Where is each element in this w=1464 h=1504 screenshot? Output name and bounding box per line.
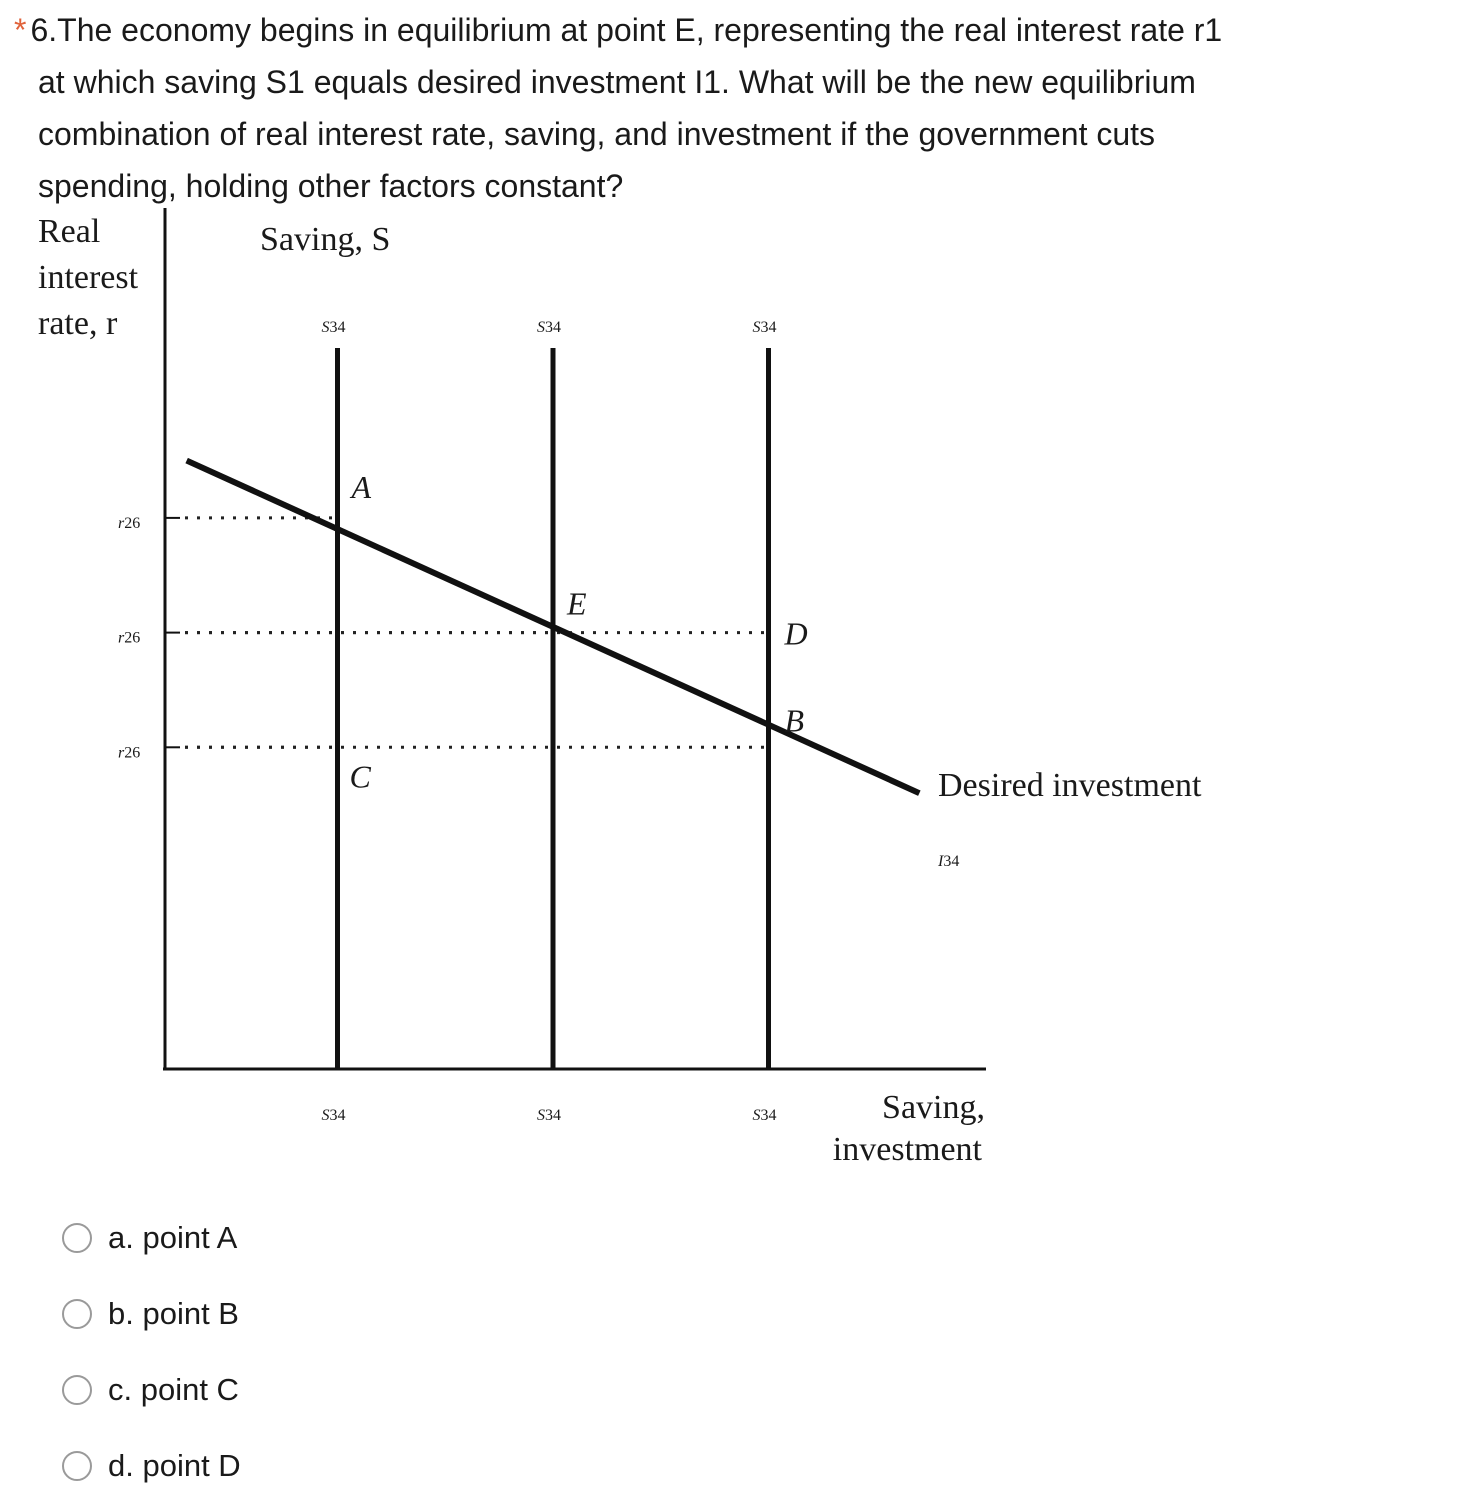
undefined: r26 [118,744,141,762]
option-d[interactable] [62,1428,241,1504]
question-line-1: * 6.The economy begins in equilibrium at point E, representing the real interest rate r1 [14,12,1223,48]
option-b[interactable] [62,1276,241,1352]
answer-options [62,1200,241,1504]
undefined: S34 [752,319,777,336]
option-c-label: c. point C [108,1372,239,1407]
undefined: S34 [321,319,346,336]
radio-button-icon[interactable] [62,1223,92,1253]
question-line-4: spending, holding other factors constant? [38,168,624,204]
point-label-B: B [784,702,805,739]
radio-button-icon[interactable] [62,1299,92,1329]
undefined: S34 [752,1107,777,1124]
option-c[interactable] [62,1352,241,1428]
point-label-A: A [351,468,372,505]
point-label-C: C [349,758,371,795]
point-label-D: D [784,615,808,652]
x-axis-title-line-1: Saving, [882,1089,985,1126]
y-axis-title-line-1: Real [38,213,101,250]
question-line-2: at which saving S1 equals desired investment I1. What will be the new equilibrium [38,64,1196,100]
undefined: r26 [118,514,141,532]
x-axis-title-line-2: investment [832,1131,982,1168]
required-star: * [14,12,27,48]
question-line-3: combination of real interest rate, saving, and investment if the government cuts [38,116,1156,152]
undefined: S34 [321,1107,346,1124]
question-text [14,4,1434,212]
undefined: r26 [118,629,141,647]
radio-button-icon[interactable] [62,1375,92,1405]
saving-header-label: Saving, S [260,221,391,258]
y-axis-title-line-2: interest [38,259,139,296]
option-a-label: a. point A [108,1220,238,1255]
option-b-label: b. point B [108,1296,239,1331]
option-a[interactable] [62,1200,241,1276]
point-label-E: E [567,585,587,622]
undefined: S34 [537,1107,561,1124]
y-axis-title-line-3: rate, r [38,305,118,342]
option-d-label: d. point D [108,1448,241,1483]
desired-investment-label: Desired investment [938,767,1202,804]
radio-button-icon[interactable] [62,1451,92,1481]
undefined: S34 [537,319,561,336]
undefined: I34 [938,853,960,870]
saving-investment-chart [0,200,1300,1180]
